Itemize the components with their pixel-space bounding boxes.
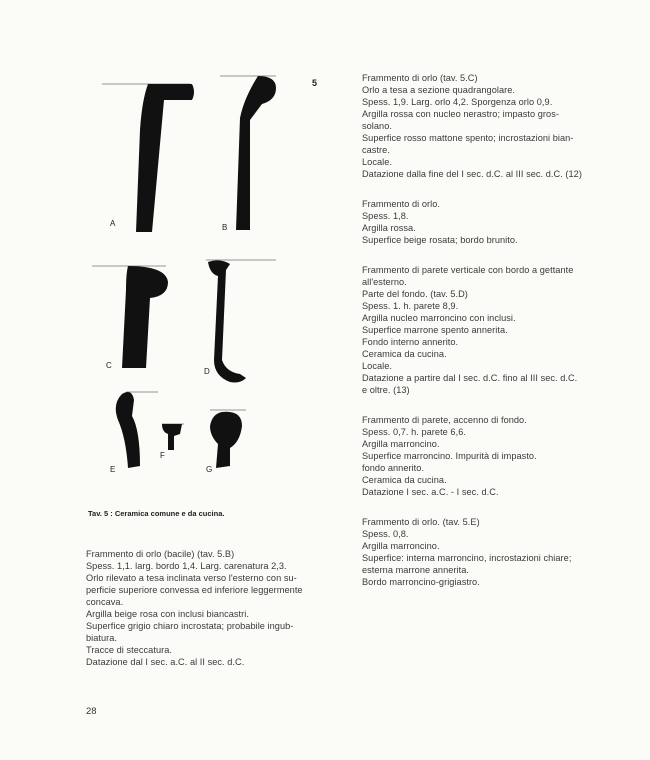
catalogue-entry [362,516,620,588]
catalogue-entry [362,264,620,396]
entry-line: esterna marrone annerita. [362,565,469,575]
entry-line: Superfice marrone spento annerita. [362,325,508,335]
figure-label-e: E [110,465,116,474]
entry-line: Fondo interno annerito. [362,337,459,347]
entry-line: Frammento di orlo. [362,199,440,209]
entry-line: all'esterno. [362,277,407,287]
profile-b [220,76,276,232]
entry-line: perficie superiore convessa ed inferiore leggermente [86,585,303,595]
right-column [362,72,620,606]
entry-line: Argilla marroncino. [362,541,440,551]
entry-line: Spess. 1,8. [362,211,409,221]
figure-label-c: C [106,361,112,370]
entry-line: Bordo marroncino-grigiastro. [362,577,480,587]
profile-a [102,84,194,232]
pottery-profiles-figure [80,70,340,490]
entry-line: Datazione dalla fine del I sec. d.C. al III sec. d.C. (12) [362,169,582,179]
entry-line: concava. [86,597,124,607]
catalogue-entry [362,414,620,498]
entry-line: Argilla beige rosa con inclusi biancastri. [86,609,249,619]
figure-label-d: D [204,367,210,376]
catalogue-entry [362,72,620,180]
figure-caption: Tav. 5 : Ceramica comune e da cucina. [88,509,225,518]
entry-line: Locale. [362,157,392,167]
figure-label-a: A [110,219,116,228]
entry-line: Spess. 0,7. h. parete 6,6. [362,427,466,437]
entry-line: Datazione dal I sec. a.C. al II sec. d.C. [86,657,245,667]
entry-line: Tracce di steccatura. [86,645,172,655]
entry-line: Parte del fondo. (tav. 5.D) [362,289,468,299]
entry-line: Datazione I sec. a.C. - I sec. d.C. [362,487,499,497]
entry-line: Spess. 1. h. parete 8,9. [362,301,459,311]
profile-g [206,410,246,474]
entry-line: Frammento di orlo. (tav. 5.E) [362,517,480,527]
entry-line: Orlo rilevato a tesa inclinata verso l'esterno con su- [86,573,297,583]
pottery-profiles-drawing [80,70,340,490]
plate-number: 5 [312,78,318,88]
entry-line: Spess. 1,9. Larg. orlo 4,2. Sporgenza orlo 0,9. [362,97,553,107]
entry-line: Frammento di parete, accenno di fondo. [362,415,527,425]
entry-line: Superfice beige rosata; bordo brunito. [362,235,518,245]
entry-line: Argilla rossa con nucleo nerastro; impasto gros- [362,109,559,119]
entry-line: Ceramica da cucina. [362,349,447,359]
figure-label-b: B [222,223,228,232]
entry-line: Superfice marroncino. Impurità di impasto. [362,451,537,461]
profile-e [110,392,158,474]
profile-d [204,260,276,383]
entry-line: Argilla marroncino. [362,439,440,449]
entry-line: Frammento di orlo (bacile) (tav. 5.B) [86,549,235,559]
entry-line: e oltre. (13) [362,385,410,395]
entry-line: Superfice rosso mattone spento; incrostazioni bian- [362,133,574,143]
entry-line: Locale. [362,361,392,371]
entry-line: Frammento di parete verticale con bordo a gettante [362,265,574,275]
catalogue-entry [362,198,620,246]
entry-line: Spess. 0,8. [362,529,409,539]
entry-line: Frammento di orlo (tav. 5.C) [362,73,478,83]
entry-line: Argilla rossa. [362,223,416,233]
entry-line: castre. [362,145,390,155]
entry-line: Superfice grigio chiaro incrostata; probabile ingub- [86,621,294,631]
page-number: 28 [86,706,97,717]
figure-label-f: F [160,451,165,460]
entry-line: solano. [362,121,392,131]
entry-line: biatura. [86,633,118,643]
entry-line: Superfice: interna marroncino, incrostazioni chiare; [362,553,572,563]
entry-line: Spess. 1,1. larg. bordo 1,4. Larg. carenatura 2,3. [86,561,287,571]
profile-f [160,424,184,460]
figure-label-g: G [206,465,213,474]
entry-line: fondo annerito. [362,463,425,473]
entry-line: Datazione a partire dal I sec. d.C. fino al III sec. d.C. [362,373,578,383]
entry-line: Ceramica da cucina. [362,475,447,485]
left-column [86,548,338,686]
profile-c [92,266,168,370]
entry-line: Argilla nucleo marroncino con inclusi. [362,313,516,323]
entry-line: Orlo a tesa a sezione quadrangolare. [362,85,515,95]
catalogue-entry [86,548,338,668]
